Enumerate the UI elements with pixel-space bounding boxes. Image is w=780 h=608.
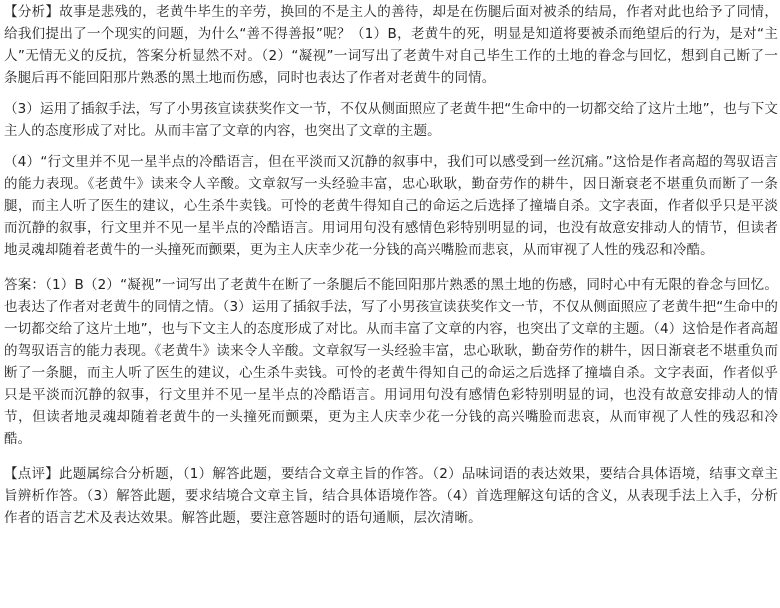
answer-paragraph: 答案：（1）B（2）“凝视”一词写出了老黄牛在断了一条腿后不能回阳那片熟悉的黑土地的伤感，同时心中有无限的眷念与回忆。也表达了作者对老黄牛的同情之情。（3）运用了插叙手法，写了小男孩宣读获奖作文一节，不仅从侧面照应了老黄牛把“生命中的一切都交给了这片土地”，也与下文主人的态度形成了对比。从而丰富了文章的内容，也突出了文章的主题。（4）这恰是作者高超的驾驭语言的能力表现。《老黄牛》读来令人辛酸。文章叙写一头经验丰富，忠心耿耿，勤奋劳作的耕牛，因日渐衰老不堪重负而断了一条腿，而主人听了医生的建议，心生杀牛卖钱。可怜的老黄牛得知自己的命运之后选择了撞墙自杀。文字表面，作者似乎只是平淡而沉静的叙事，行文里并不见一星半点的冷酷语言。用词用句没有感情色彩特别明显的词，也没有故意安排动人的情节，但读者地灵魂却随着老黄牛的一头撞死而颤栗，更为主人庆幸少花一分钱的高兴嘴脸而悲哀，从而审视了人性的残忍和冷酷。 — [4, 277, 778, 447]
analysis-paragraph-2: （3）运用了插叙手法，写了小男孩宣读获奖作文一节，不仅从侧面照应了老黄牛把“生命中的一切都交给了这片土地”，也与下文主人的态度形成了对比。从而丰富了文章的内容，也突出了文章的主题。 — [4, 101, 778, 139]
analysis-paragraph-1: 【分析】故事是悲残的，老黄牛毕生的辛劳，换回的不是主人的善待，却是在伤腿后面对被杀的结局，作者对此也给予了同情，给我们提出了一个现实的问题，为什么“善不得善报”呢？（1）B，老黄牛的死，明显是知道将要被杀而绝望后的行为，是对“主人”无情无义的反抗，答案分析显然不对。（2）“凝视”一词写出了老黄牛对自己毕生工作的土地的眷念与回忆，想到自己断了一条腿后再不能回阳那片熟悉的黑土地而伤感，同时也表达了作者对老黄牛的同情。 — [4, 4, 778, 86]
analysis-paragraph-3: （4）“行文里并不见一星半点的冷酷语言，但在平淡而又沉静的叙事中，我们可以感受到一丝沉痛。”这恰是作者高超的驾驭语言的能力表现。《老黄牛》读来令人辛酸。文章叙写一头经验丰富，忠心耿耿，勤奋劳作的耕牛，因日渐衰老不堪重负而断了一条腿，而主人听了医生的建议，心生杀牛卖钱。可怜的老黄牛得知自己的命运之后选择了撞墙自杀。文字表面，作者似乎只是平淡而沉静的叙事，行文里并不见一星半点的冷酷语言。用词用句没有感情色彩特别明显的词，也没有故意安排动人的情节，但读者地灵魂却随着老黄牛的一头撞死而颤栗，更为主人庆幸少花一分钱的高兴嘴脸而悲哀，从而审视了人性的残忍和冷酷。 — [4, 154, 778, 258]
comment-paragraph: 【点评】此题属综合分析题，（1）解答此题，要结合文章主旨的作答。（2）品味词语的表达效果，要结合具体语境，结事文章主旨辨析作答。（3）解答此题，要求结境合文章主旨，结合具体语境作答。（4）首选理解这句话的含义，从表现手法上入手，分析作者的语言艺术及表达效果。解答此题，要注意答题时的语句通顺，层次清晰。 — [4, 466, 778, 526]
